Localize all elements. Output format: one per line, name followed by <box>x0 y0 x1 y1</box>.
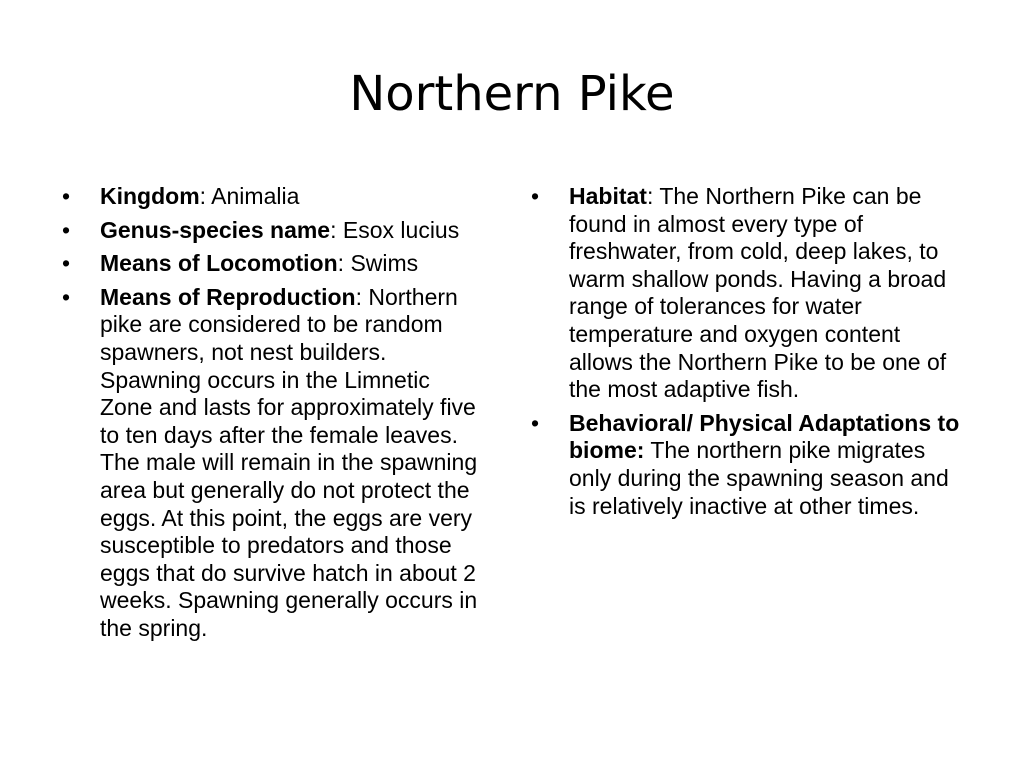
bullet-item-genus-species <box>62 217 484 245</box>
term-locomotion: Means of Locomotion <box>100 250 338 277</box>
right-bullet-list <box>531 183 966 526</box>
term-genus-species: Genus-species name <box>100 216 331 243</box>
slide-title: Northern Pike <box>349 66 675 122</box>
text-adaptations: The northern pike migrates only during the spawning season and is relatively inactive at other times. <box>569 437 949 519</box>
term-kingdom: Kingdom <box>100 183 200 209</box>
text-locomotion: : Swims <box>337 250 419 277</box>
term-habitat: Habitat <box>569 183 647 209</box>
bullet-icon: • <box>531 183 540 209</box>
text-reproduction: : Northern pike are considered to be random spawners, not nest builders. Spawning occurs in the Limnetic Zone and lasts for approximately five to ten days after the female leaves. The male will remain in the spawning area but generally do not protect the eggs. At this point, the eggs are very susceptible to predators and those eggs that do survive hatch in about 2 weeks. Spawning generally occurs in the spring. <box>100 283 478 641</box>
bullet-item-kingdom <box>62 183 484 211</box>
left-bullet-list <box>62 183 484 649</box>
text-genus-species: : Esox lucius <box>330 216 460 243</box>
bullet-item-habitat <box>531 183 966 404</box>
bullet-item-reproduction <box>62 284 484 643</box>
bullet-icon: • <box>62 183 71 209</box>
bullet-icon: • <box>62 283 71 310</box>
bullet-item-adaptations <box>531 410 966 520</box>
bullet-icon: • <box>531 409 540 436</box>
bullet-item-locomotion <box>62 250 484 278</box>
text-kingdom: : Animalia <box>199 183 300 209</box>
bullet-icon: • <box>62 250 71 277</box>
text-habitat: : The Northern Pike can be found in almost every type of freshwater, from cold, deep lakes, to warm shallow ponds. Having a broad range of tolerances for water temperature and oxygen content allows the Northern Pike to be one of the most adaptive fish. <box>569 183 947 403</box>
term-adaptations: Behavioral/ Physical Adaptations to biome: <box>569 409 960 464</box>
bullet-icon: • <box>62 216 71 243</box>
term-reproduction: Means of Reproduction <box>100 283 356 310</box>
